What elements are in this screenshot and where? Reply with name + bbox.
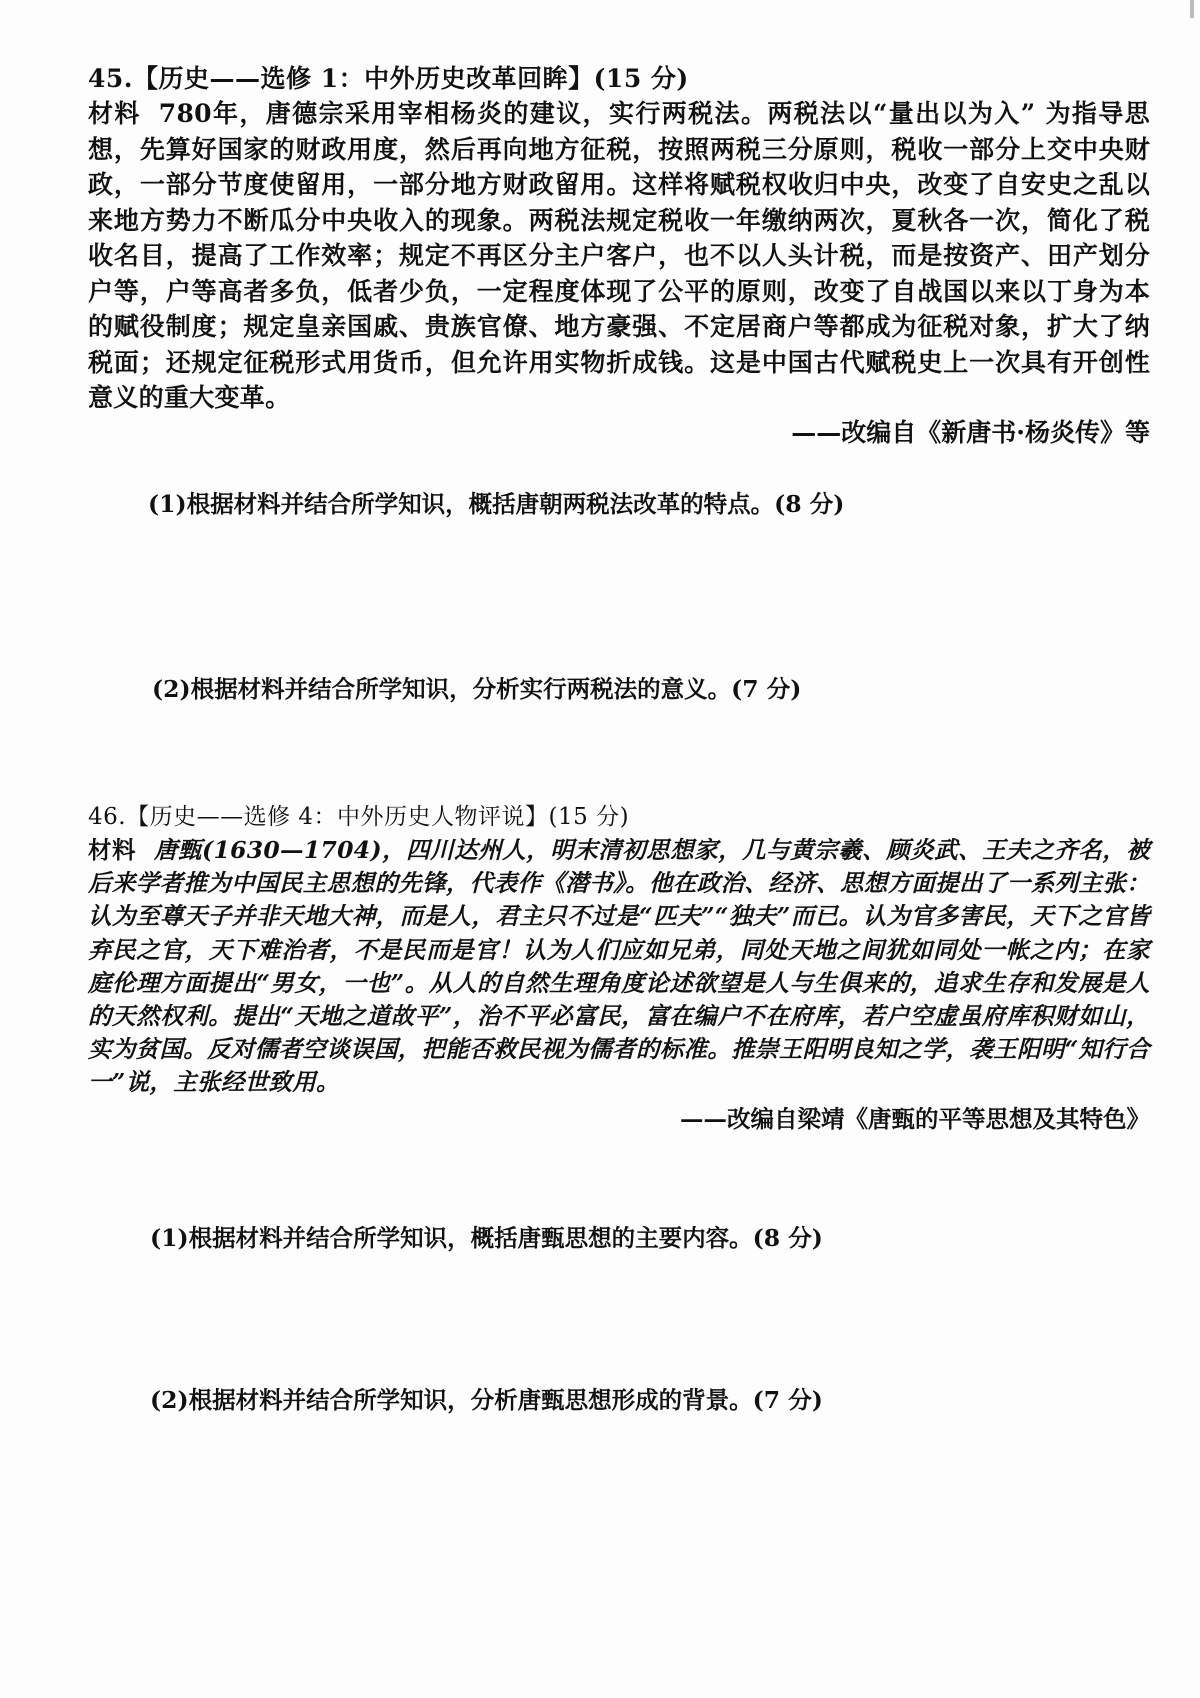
material-text: 780年，唐德宗采用宰相杨炎的建议，实行两税法。两税法以“量出以为入” 为指导思想，先算好国家的财政用度，然后再向地方征税，按照两税三分原则，税收一部分上交中央财政，一部分节度使留用，一部分地方财政留用。这样将赋税权收归中央，改变了自安史之乱以来地方势力不断瓜分中央收入的现象。两税法规定税收一年缴纳两次，夏秋各一次，简化了税收名目，提高了工作效率；规定不再区分主户客户，也不以人头计税，而是按资产、田产划分户等，户等高者多负，低者少负，一定程度体现了公平的原则，改变了自战国以来以丁身为本的赋役制度；规定皇亲国戚、贵族官僚、地方豪强、不定居商户等都成为征税对象，扩大了纳税面；还规定征税形式用货币，但允许用实物折成钱。这是中国古代赋税史上一次具有开创性意义的重大变革。 — [88, 99, 1150, 412]
question-46-title: 46.【历史——选修 4：中外历史人物评说】(15 分) — [88, 804, 630, 830]
question-46 — [88, 800, 1150, 1136]
material-label: 材料 — [88, 836, 137, 864]
question-46-subquestion-2: (2)根据材料并结合所学知识，分析唐甄思想形成的背景。(7 分) — [150, 1386, 823, 1414]
question-45-subquestion-1: (1)根据材料并结合所学知识，概括唐朝两税法改革的特点。(8 分) — [148, 490, 845, 518]
question-45 — [88, 62, 1150, 450]
question-46-material — [88, 834, 1150, 1100]
question-46-subquestion-1: (1)根据材料并结合所学知识，概括唐甄思想的主要内容。(8 分) — [150, 1224, 823, 1252]
question-45-title: 45.【历史——选修 1：中外历史改革回眸】(15 分) — [88, 64, 689, 93]
material-label: 材料 — [88, 99, 141, 128]
material-text: 唐甄(1630—1704)，四川达州人，明末清初思想家，几与黄宗羲、顾炎武、王夫之齐名，被后来学者推为中国民主思想的先锋，代表作《潜书》。他在政治、经济、思想方面提出了一系列主张：认为至尊天子并非天地大神，而是人，君主只不过是“匹夫”“独夫”而已。认为官多害民，天下之官皆弃民之官，天下难治者，不是民而是官！认为人们应如兄弟，同处天地之间犹如同处一帐之内；在家庭伦理方面提出“男女，一也”。从人的自然生理角度论述欲望是人与生俱来的，追求生存和发展是人的天然权利。提出“天地之道故平”，治不平必富民，富在编户不在府库，若户空虚虽府库积财如山，实为贫国。反对儒者空谈误国，把能否救民视为儒者的标准。推崇王阳明良知之学，袭王阳明“知行合一”说，主张经世致用。 — [88, 836, 1150, 1097]
question-46-source: ——改编自梁靖《唐甄的平等思想及其特色》 — [680, 1104, 1150, 1133]
scan-mark — [1190, 0, 1194, 18]
question-45-material — [88, 96, 1150, 416]
question-45-subquestion-2: (2)根据材料并结合所学知识，分析实行两税法的意义。(7 分) — [152, 675, 802, 703]
question-45-source: ——改编自《新唐书·杨炎传》等 — [791, 417, 1150, 447]
